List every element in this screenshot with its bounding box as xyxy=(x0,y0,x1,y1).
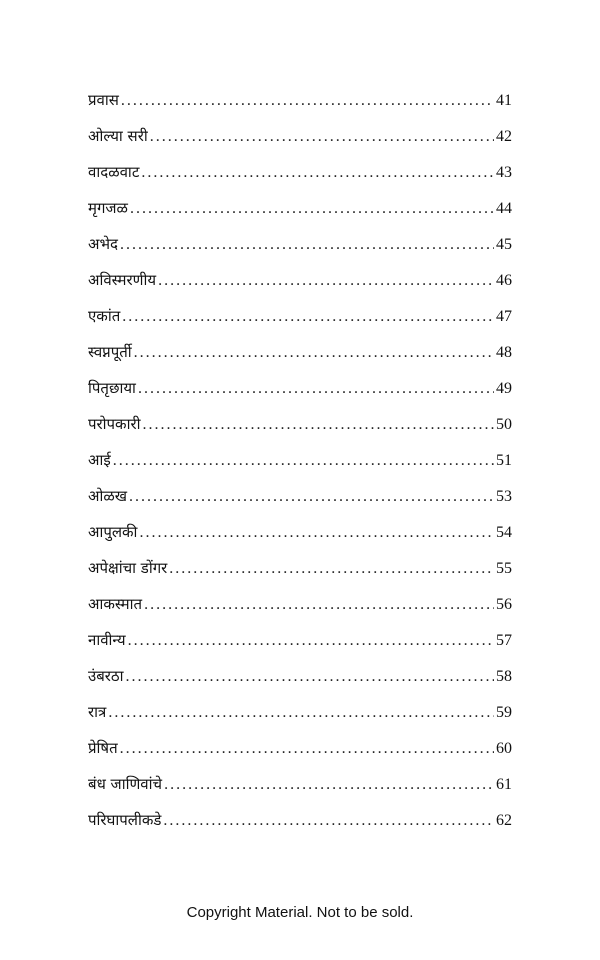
toc-dot-leader xyxy=(129,485,494,509)
toc-entry-page-number: 54 xyxy=(496,524,512,541)
toc-entry xyxy=(88,808,512,844)
toc-entry-page-number: 45 xyxy=(496,236,512,253)
toc-entry xyxy=(88,196,512,232)
toc-entry-page-number: 41 xyxy=(496,92,512,109)
toc-entry-title: मृगजळ xyxy=(88,199,128,217)
toc-dot-leader xyxy=(120,233,494,257)
toc-dot-leader xyxy=(143,413,495,437)
toc-dot-leader xyxy=(126,665,494,689)
toc-dot-leader xyxy=(144,593,494,617)
toc-entry-title: ओळख xyxy=(88,487,128,505)
toc-entry xyxy=(88,448,512,484)
toc-entry-page-number: 55 xyxy=(496,560,512,577)
toc-entry-title: आई xyxy=(88,451,111,469)
toc-entry xyxy=(88,592,512,628)
toc-entry xyxy=(88,232,512,268)
toc-entry-title: अविस्मरणीय xyxy=(88,271,157,289)
toc-entry-page-number: 53 xyxy=(496,488,512,505)
toc-entry xyxy=(88,664,512,700)
toc-entry-title: वादळवाट xyxy=(88,163,140,181)
toc-entry-title: नावीन्य xyxy=(88,631,126,649)
toc-entry-page-number: 59 xyxy=(496,704,512,721)
toc-dot-leader xyxy=(158,269,494,293)
toc-entry-title: उंबरठा xyxy=(88,667,124,685)
toc-entry xyxy=(88,520,512,556)
toc-entry-page-number: 58 xyxy=(496,668,512,685)
toc-entry xyxy=(88,160,512,196)
toc-entry-page-number: 43 xyxy=(496,164,512,181)
toc-dot-leader xyxy=(164,773,494,797)
toc-entry-title: परोपकारी xyxy=(88,415,141,433)
toc-entry-title: अपेक्षांचा डोंगर xyxy=(88,559,168,577)
toc-entry-title: परिघापलीकडे xyxy=(88,811,162,829)
toc-entry-title: एकांत xyxy=(88,307,121,325)
toc-entry-title: आपुलकी xyxy=(88,523,138,541)
toc-entry-title: ओल्या सरी xyxy=(88,127,148,145)
toc-dot-leader xyxy=(150,125,494,149)
toc-entry xyxy=(88,124,512,160)
toc-entry xyxy=(88,376,512,412)
toc-entry xyxy=(88,412,512,448)
toc-entry xyxy=(88,304,512,340)
toc-entry-title: प्रेषित xyxy=(88,739,118,757)
toc-entry-title: आकस्मात xyxy=(88,595,143,613)
toc-dot-leader xyxy=(169,557,494,581)
toc-dot-leader xyxy=(113,449,494,473)
toc-entry xyxy=(88,736,512,772)
toc-entry-title: अभेद xyxy=(88,235,118,253)
toc-entry-title: स्वप्नपूर्ती xyxy=(88,343,132,361)
toc-dot-leader xyxy=(163,809,494,833)
toc-entry-page-number: 48 xyxy=(496,344,512,361)
toc-entry xyxy=(88,340,512,376)
toc-entry-page-number: 56 xyxy=(496,596,512,613)
toc-entry-title: प्रवास xyxy=(88,91,119,109)
toc-entry-page-number: 46 xyxy=(496,272,512,289)
toc-entry xyxy=(88,88,512,124)
toc-entry-title: पितृछाया xyxy=(88,379,136,397)
toc-dot-leader xyxy=(130,197,494,221)
toc-entry-page-number: 60 xyxy=(496,740,512,757)
toc-dot-leader xyxy=(138,377,494,401)
toc-dot-leader xyxy=(108,701,494,725)
toc-entry-page-number: 62 xyxy=(496,812,512,829)
toc-dot-leader xyxy=(121,89,494,113)
toc-dot-leader xyxy=(122,305,494,329)
toc-entry-page-number: 49 xyxy=(496,380,512,397)
toc-entry-page-number: 51 xyxy=(496,452,512,469)
copyright-footer: Copyright Material. Not to be sold. xyxy=(186,904,414,921)
toc-entry-page-number: 61 xyxy=(496,776,512,793)
toc-dot-leader xyxy=(120,737,494,761)
toc-entry-page-number: 50 xyxy=(496,416,512,433)
toc-entry xyxy=(88,268,512,304)
toc-entry xyxy=(88,484,512,520)
toc-entry xyxy=(88,556,512,592)
toc-dot-leader xyxy=(134,341,494,365)
toc-entry-page-number: 42 xyxy=(496,128,512,145)
toc-entry xyxy=(88,700,512,736)
toc-dot-leader xyxy=(128,629,494,653)
toc-entry-title: रात्र xyxy=(88,703,107,721)
toc-dot-leader xyxy=(139,521,494,545)
toc-entry xyxy=(88,628,512,664)
toc-entry-title: बंध जाणिवांचे xyxy=(88,775,163,793)
toc-dot-leader xyxy=(141,161,494,185)
toc-entry-page-number: 44 xyxy=(496,200,512,217)
table-of-contents xyxy=(88,88,512,844)
toc-entry-page-number: 47 xyxy=(496,308,512,325)
toc-entry xyxy=(88,772,512,808)
toc-entry-page-number: 57 xyxy=(496,632,512,649)
